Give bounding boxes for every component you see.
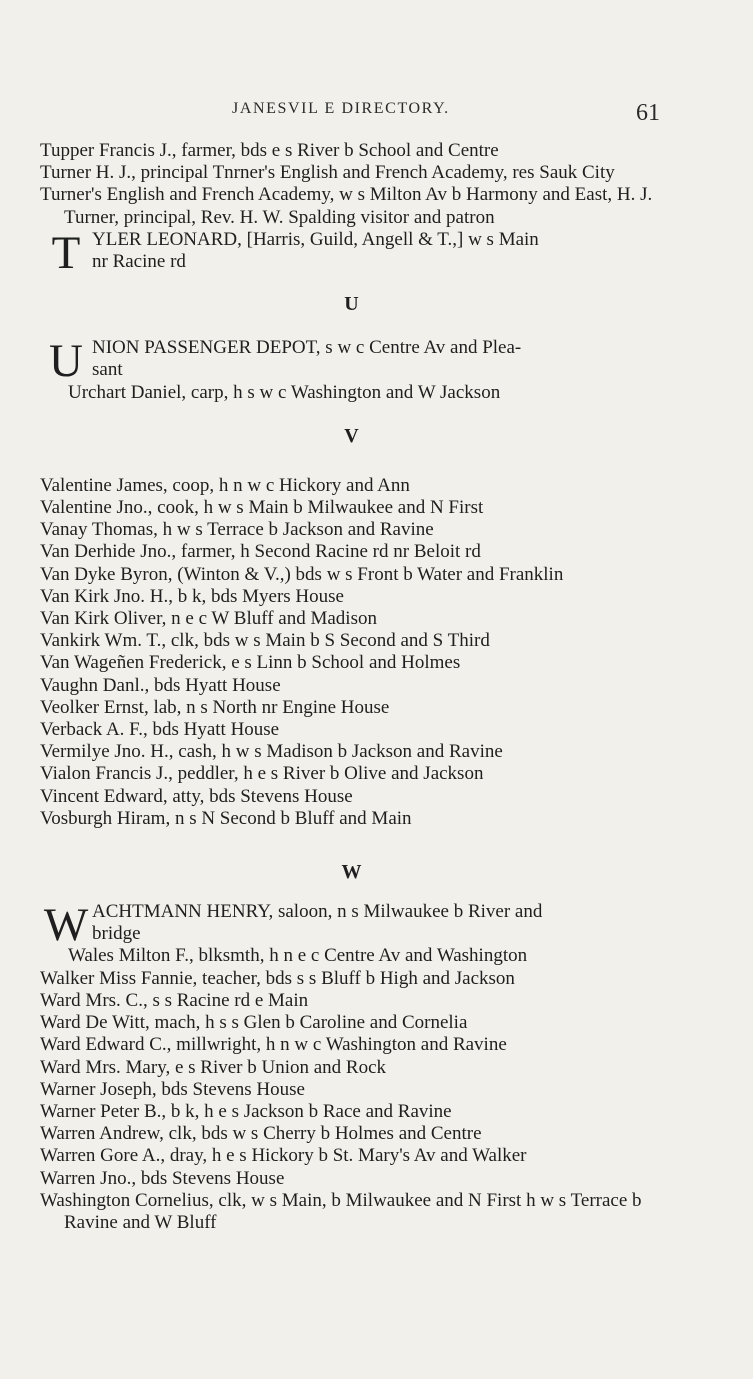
directory-entry: Vialon Francis J., peddler, h e s River b Olive and Jackson bbox=[40, 763, 484, 785]
directory-entry: Verback A. F., bds Hyatt House bbox=[40, 719, 280, 741]
directory-entry: Vaughn Danl., bds Hyatt House bbox=[40, 674, 281, 696]
directory-entry: Ward Edward C., millwright, h n w c Washington and Ravine bbox=[40, 1034, 507, 1056]
featured-entry-tyler bbox=[40, 226, 663, 279]
featured-entry-union-depot bbox=[40, 335, 663, 388]
directory-entry: Ward De Witt, mach, h s s Glen b Caroline and Cornelia bbox=[40, 1012, 468, 1034]
featured-entry-line-2: nr Racine rd bbox=[92, 251, 186, 273]
directory-entry: Urchart Daniel, carp, h s w c Washington and W Jackson bbox=[68, 381, 501, 403]
directory-entry: Valentine Jno., cook, h w s Main b Milwaukee and N First bbox=[40, 497, 484, 519]
directory-entry: Van Wageñen Frederick, e s Linn b School and Holmes bbox=[40, 652, 461, 674]
drop-cap-letter: U bbox=[49, 335, 83, 388]
directory-entry: Ward Mrs. C., s s Racine rd e Main bbox=[40, 989, 309, 1011]
directory-content bbox=[40, 140, 663, 1234]
directory-entry: Vanay Thomas, h w s Terrace b Jackson and Ravine bbox=[40, 519, 434, 541]
directory-entry: Warner Peter B., b k, h e s Jackson b Race and Ravine bbox=[40, 1100, 452, 1122]
featured-entry-wachtmann bbox=[40, 899, 663, 952]
directory-entry: Vermilye Jno. H., cash, h w s Madison b Jackson and Ravine bbox=[40, 741, 503, 763]
featured-entry-line-1: YLER LEONARD, [Harris, Guild, Angell & T.,] w s Main bbox=[92, 228, 539, 250]
drop-cap-letter: T bbox=[51, 226, 81, 279]
directory-entry: Warren Jno., bds Stevens House bbox=[40, 1167, 285, 1189]
directory-entry: Van Derhide Jno., farmer, h Second Racine rd nr Beloit rd bbox=[40, 541, 481, 563]
featured-entry-line-2: sant bbox=[92, 359, 123, 381]
featured-entry-text bbox=[92, 229, 663, 273]
directory-entry: Turner's English and French Academy, w s Milton Av b Harmony and East, H. J. Turner, principal, Rev. H. W. Spalding visitor and patron bbox=[40, 184, 653, 228]
directory-entry: Turner H. J., principal Tnrner's English and French Academy, res Sauk City bbox=[40, 162, 615, 184]
directory-entry: Van Dyke Byron, (Winton & V.,) bds w s Front b Water and Franklin bbox=[40, 563, 564, 585]
directory-entry: Valentine James, coop, h n w c Hickory and Ann bbox=[40, 474, 410, 496]
directory-entry: Vincent Edward, atty, bds Stevens House bbox=[40, 785, 353, 807]
directory-entry: Warner Joseph, bds Stevens House bbox=[40, 1078, 305, 1100]
drop-cap-letter: W bbox=[43, 899, 89, 952]
section-heading-v: V bbox=[344, 424, 359, 447]
page-header-title: JANESVIL E DIRECTORY. bbox=[232, 100, 450, 117]
page-number: 61 bbox=[636, 100, 660, 126]
directory-entry: Washington Cornelius, clk, w s Main, b Milwaukee and N First h w s Terrace b Ravine and W Bluff bbox=[40, 1189, 642, 1233]
directory-entry: Wales Milton F., blksmth, h n e c Centre Av and Washington bbox=[68, 945, 528, 967]
directory-entry: Warren Gore A., dray, h e s Hickory b St. Mary's Av and Walker bbox=[40, 1145, 527, 1167]
directory-entry: Tupper Francis J., farmer, bds e s River b School and Centre bbox=[40, 140, 499, 161]
directory-entry: Van Kirk Oliver, n e c W Bluff and Madison bbox=[40, 608, 377, 630]
directory-entry: Vosburgh Hiram, n s N Second b Bluff and Main bbox=[40, 807, 412, 829]
featured-entry-line-1: ACHTMANN HENRY, saloon, n s Milwaukee b River and bbox=[92, 901, 543, 923]
directory-entry: Walker Miss Fannie, teacher, bds s s Bluff b High and Jackson bbox=[40, 967, 515, 989]
directory-entry: Vankirk Wm. T., clk, bds w s Main b S Second and S Third bbox=[40, 630, 490, 652]
featured-entry-text bbox=[92, 901, 663, 945]
directory-entry: Veolker Ernst, lab, n s North nr Engine House bbox=[40, 696, 390, 718]
directory-entry: Ward Mrs. Mary, e s River b Union and Rock bbox=[40, 1056, 387, 1078]
section-heading-u: U bbox=[344, 293, 359, 316]
featured-entry-text bbox=[92, 337, 663, 381]
featured-entry-line-2: bridge bbox=[92, 923, 141, 945]
directory-entry: Warren Andrew, clk, bds w s Cherry b Holmes and Centre bbox=[40, 1123, 482, 1145]
section-heading-w: W bbox=[341, 861, 362, 884]
featured-entry-line-1: NION PASSENGER DEPOT, s w c Centre Av and Plea- bbox=[92, 337, 522, 359]
directory-entry: Van Kirk Jno. H., b k, bds Myers House bbox=[40, 585, 344, 607]
